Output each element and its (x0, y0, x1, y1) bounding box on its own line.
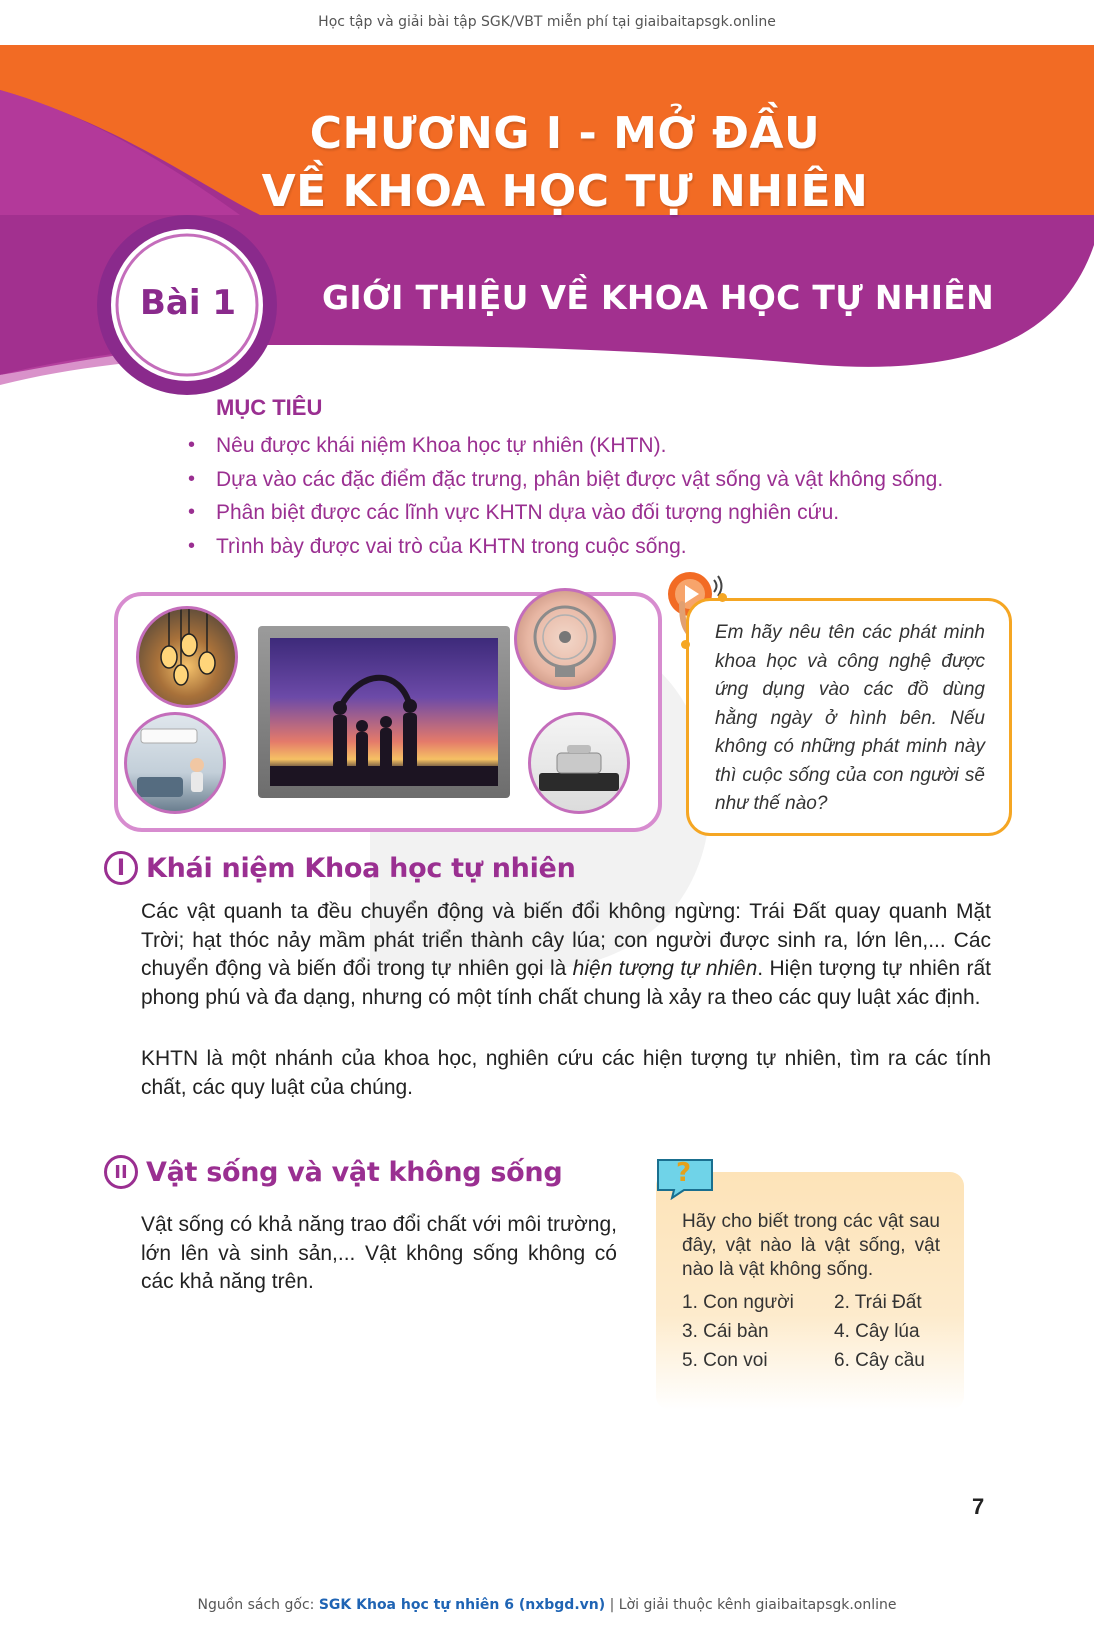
section-1-title: Khái niệm Khoa học tự nhiên (146, 852, 576, 884)
air-conditioner-icon (127, 715, 223, 811)
air-conditioner-image (124, 712, 226, 814)
fan-icon (517, 591, 613, 687)
section-1-paragraph-1 (141, 898, 991, 1012)
lesson-title: GIỚI THIỆU VỀ KHOA HỌC TỰ NHIÊN (322, 278, 995, 317)
objective-item: • Dựa vào các đặc điểm đặc trưng, phân biệt được vật sống và vật không sống. (186, 463, 1006, 497)
emphasis-term: hiện tượng tự nhiên (572, 957, 758, 980)
chapter-title-line2: VỀ KHOA HỌC TỰ NHIÊN (261, 166, 869, 217)
electric-fan-image (514, 588, 616, 690)
bulb-icon (139, 609, 235, 705)
objective-item: • Phân biệt được các lĩnh vực KHTN dựa vào đối tượng nghiên cứu. (186, 496, 1006, 530)
footer-suffix: | Lời giải thuộc kênh giaibaitapsgk.online (605, 1597, 897, 1613)
section-1-number: I (104, 851, 138, 885)
cooker-icon (531, 715, 627, 811)
question-item: 3. Cái bàn (682, 1321, 769, 1342)
tv-screen (270, 638, 498, 786)
question-item: 2. Trái Đất (834, 1292, 922, 1313)
chapter-title-line1: CHƯƠNG I - MỞ ĐẦU (309, 108, 821, 159)
section-2-number: II (104, 1155, 138, 1189)
objective-item: • Nêu được khái niệm Khoa học tự nhiên (KHTN). (186, 429, 1006, 463)
header-note: Học tập và giải bài tập SGK/VBT miễn phí tại giaibaitapsgk.online (318, 14, 776, 30)
question-mark-icon (654, 1156, 718, 1200)
footer-prefix: Nguồn sách gốc: (197, 1597, 319, 1613)
light-bulbs-image (136, 606, 238, 708)
footer-source-link[interactable]: SGK Khoa học tự nhiên 6 (nxbgd.vn) (318, 1597, 606, 1613)
question-item: 6. Cây cầu (834, 1350, 925, 1371)
page-number: 7 (972, 1494, 985, 1519)
discussion-question: Em hãy nêu tên các phát minh khoa học và công nghệ được ứng dụng vào các đồ dùng hằng ngày ở hình bên. Nếu không có những phát minh này thì cuộc sống của con người sẽ như thế nào? (715, 622, 985, 814)
section-2-title: Vật sống và vật không sống (146, 1156, 563, 1188)
footer-note (0, 1597, 1094, 1613)
induction-cooker-image (528, 712, 630, 814)
question-mark-glyph: ? (676, 1158, 692, 1188)
television-image (258, 626, 510, 798)
objective-item: • Trình bày được vai trò của KHTN trong cuộc sống. (186, 530, 1006, 564)
section-2-heading (104, 1155, 562, 1189)
paragraph-text: Các vật quanh ta đều chuyển động và biến đổi không ngừng: Trái Đất quay quanh Mặt Trời; hạt thóc nảy mầm phát triển thành cây lúa; con người được sinh ra, lớn lên,... Các chuyển động và biến đổi trong tự nhiên gọi là (141, 900, 991, 980)
discussion-bubble (686, 598, 1012, 836)
paragraph-text: . Hiện tượng tự nhiên rất phong phú và đa dạng, nhưng có một tính chất chung là xảy ra theo các quy luật xác định. (141, 957, 991, 1009)
question-item: 1. Con người (682, 1292, 794, 1313)
family-silhouette-icon (270, 638, 498, 786)
question-items (682, 1292, 962, 1372)
question-box (656, 1172, 964, 1410)
question-text: Hãy cho biết trong các vật sau đây, vật nào là vật sống, vật nào là vật không sống. (682, 1211, 940, 1280)
objectives-section (186, 395, 1006, 563)
objectives-heading: MỤC TIÊU (216, 395, 323, 420)
section-1-paragraph-2: KHTN là một nhánh của khoa học, nghiên cứu các hiện tượng tự nhiên, tìm ra các tính chất, các quy luật của chúng. (141, 1047, 991, 1099)
section-2-paragraph: Vật sống có khả năng trao đổi chất với môi trường, lớn lên và sinh sản,... Vật không sống không có các khả năng trên. (141, 1213, 617, 1293)
chapter-title (0, 105, 1094, 221)
question-item: 5. Con voi (682, 1350, 768, 1371)
objectives-list (186, 429, 1006, 563)
question-item: 4. Cây lúa (834, 1321, 920, 1342)
bubble-dot (681, 640, 690, 649)
lesson-number: Bài 1 (139, 283, 236, 323)
image-collage (114, 592, 662, 832)
section-1-heading (104, 851, 576, 885)
bubble-dot (718, 593, 727, 602)
